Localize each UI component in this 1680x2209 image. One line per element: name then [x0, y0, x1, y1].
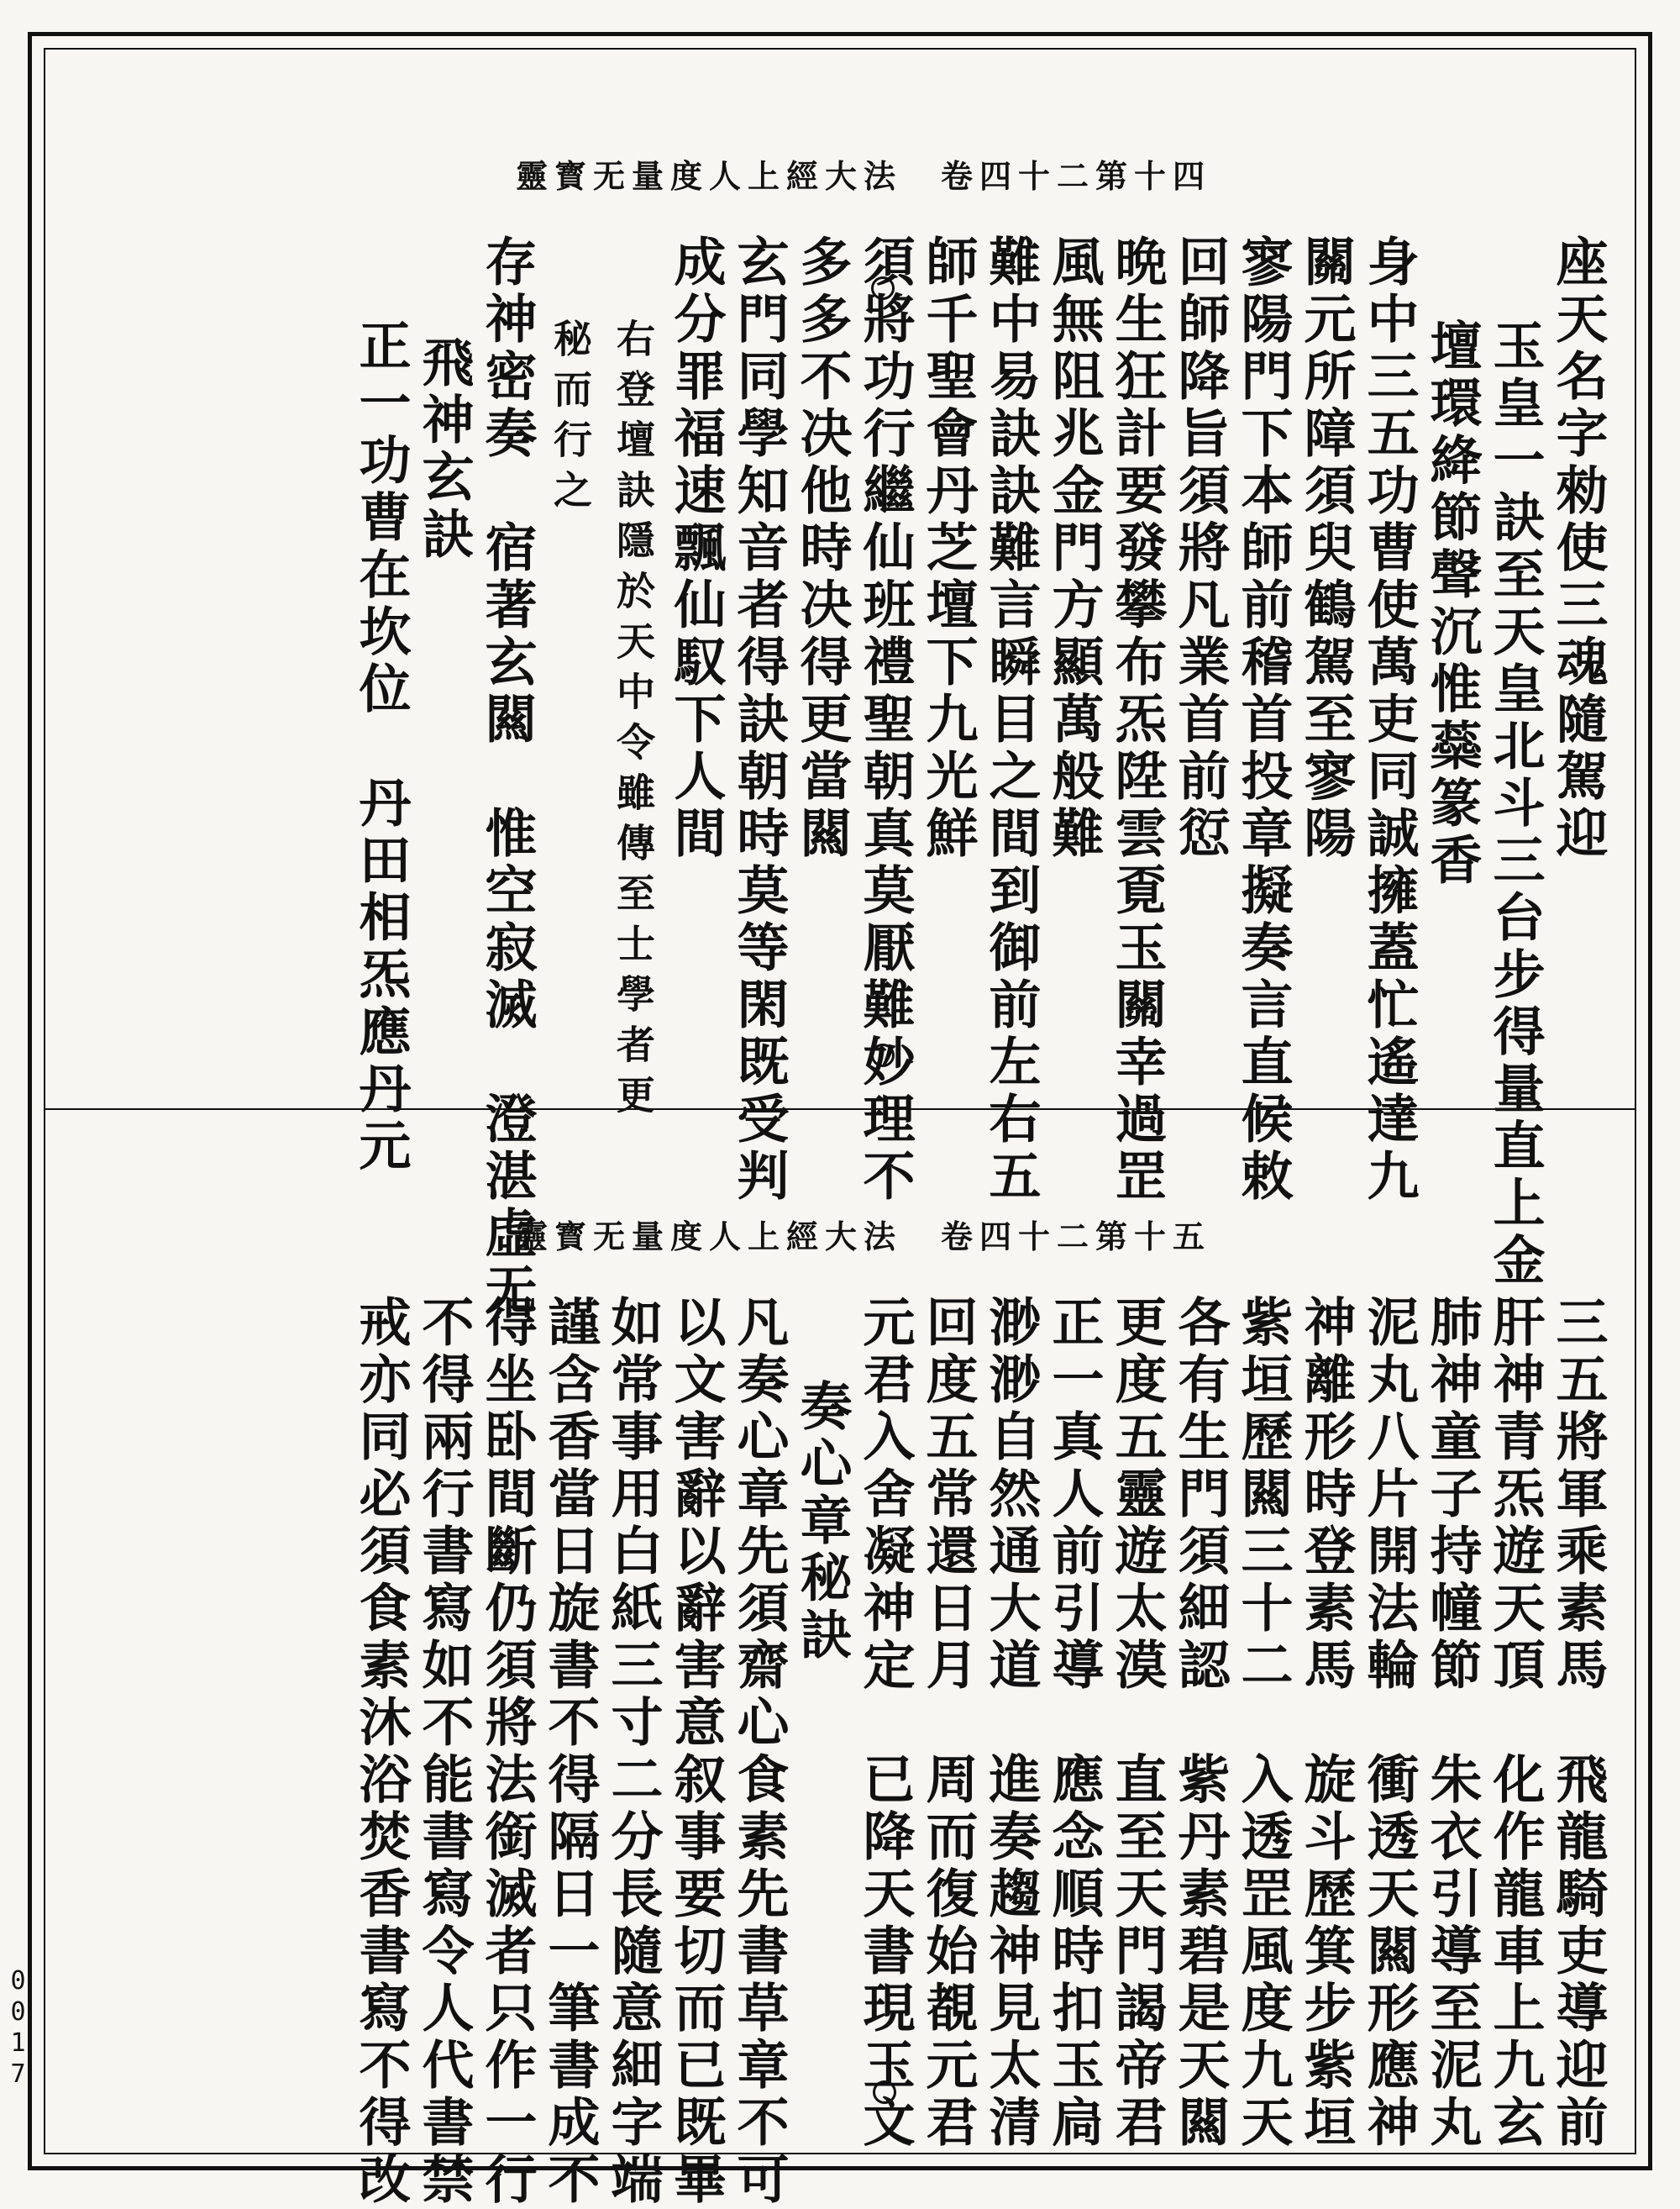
text-column: 難中易訣訣難言瞬目之間到御前左右五	[980, 234, 1042, 1206]
circle-mark	[873, 2080, 896, 2104]
text-column: 存神密奏 宿著玄闗 惟空寂滅 澄湛虛无	[476, 234, 538, 1320]
text-column: 渺渺自然通大道 進奏趨神見太清	[980, 1295, 1042, 2152]
bottom-page	[45, 1110, 1635, 2209]
page-frame	[28, 32, 1652, 2209]
text-column: 以文害辭以辭害意叙事要切而已既畢	[665, 1295, 727, 2209]
text-column: 身中三五功曹使萬吏同誠擁蓋忙遙達九	[1358, 234, 1420, 1206]
top-running-head: 靈寳无量度人上經大法 卷四十二第十四	[516, 157, 1212, 195]
text-column: 玄門同學知音者得訣朝時莫等閑既受判	[728, 234, 790, 1206]
annotation-column: 右登壇訣隱於天中令雖傳至士學者更	[611, 318, 656, 1125]
text-column: 回度五常還日月 周而復始覩元君	[917, 1295, 979, 2152]
text-column: 風無阻兆金門方顯萬般難	[1043, 234, 1105, 863]
text-column: 凡奏心章先須齋心食素先書草章不可	[728, 1295, 790, 2209]
text-column: 肝神青炁遊天頂 化作龍車上九玄	[1484, 1295, 1546, 2152]
text-column: 師千聖會丹芝壇下九光鮮	[917, 234, 979, 863]
circle-mark	[871, 276, 895, 300]
text-column: 晩生狂計要發攀布炁陞雲覔玉關幸過罡	[1106, 234, 1168, 1206]
text-column: 更度五靈遊太漠 直至天門謁帝君	[1106, 1295, 1168, 2152]
text-column: 元君入舍凝神定 已降天書現玉文	[854, 1295, 916, 2152]
page-inner-frame	[44, 48, 1636, 2209]
bottom-running-head: 靈寳无量度人上經大法 卷四十二第十五	[516, 1218, 1212, 1255]
text-column: 神離形時登素馬 旋斗歷箕步紫垣	[1295, 1295, 1357, 2152]
bottom-text-columns	[349, 1295, 1609, 2209]
circle-mark	[871, 1044, 895, 1067]
text-column: 回師降旨須將凡業首前愆	[1169, 234, 1231, 863]
text-column: 關元所障須臾鶴駕至寥陽	[1295, 234, 1357, 863]
text-column: 多多不决他時决得更當闗	[791, 234, 853, 863]
text-column: 正一真人前引導 應念順時扣玉扃	[1043, 1295, 1105, 2152]
text-column: 謹含香當日旋書不得隔日一筆書成不	[539, 1295, 601, 2209]
text-column: 如常事用白紙三寸二分長隨意細字端	[602, 1295, 664, 2209]
text-column: 壇環絳節聲沉惟蘂篆香	[1421, 318, 1483, 890]
text-column: 須將功行繼仙班禮聖朝真莫厭難妙理不	[854, 234, 916, 1206]
text-column: 戒亦同必須食素沐浴焚香書寫不得改	[350, 1295, 412, 2209]
text-column: 成分罪福速飄仙馭下人間	[665, 234, 727, 863]
text-column: 肺神童子持幢節 朱衣引導至泥丸	[1421, 1295, 1483, 2152]
annotation-column: 秘而行之	[548, 318, 593, 520]
text-column: 紫垣歷闗三十二 入透罡風度九天	[1232, 1295, 1294, 2152]
text-column: 座天名字勑使三魂隨駕迎	[1547, 234, 1609, 863]
text-column: 得坐卧間斷仍須將法銜滅者只作一行	[476, 1295, 538, 2209]
page-number: 0017	[3, 1966, 33, 2091]
section-heading: 奏心章秘訣	[791, 1379, 853, 1665]
text-column: 正一功曹在坎位 丹田相炁應丹元	[350, 318, 412, 1176]
text-column: 寥陽門下本師前稽首投章擬奏言直候敕	[1232, 234, 1294, 1206]
text-column: 不得兩行書寫如不能書寫令人代書禁	[413, 1295, 475, 2209]
text-column: 玉皇一訣至天皇北斗三台步得量直上金	[1484, 318, 1546, 1290]
text-column: 泥丸八片開法輪 衝透天闗形應神	[1358, 1295, 1420, 2152]
text-column: 各有生門須細認 紫丹素碧是天闗	[1169, 1295, 1231, 2152]
text-column: 三五將軍乘素馬 飛龍騎吏導迎前	[1547, 1295, 1609, 2152]
section-heading: 飛神玄訣	[413, 335, 475, 564]
